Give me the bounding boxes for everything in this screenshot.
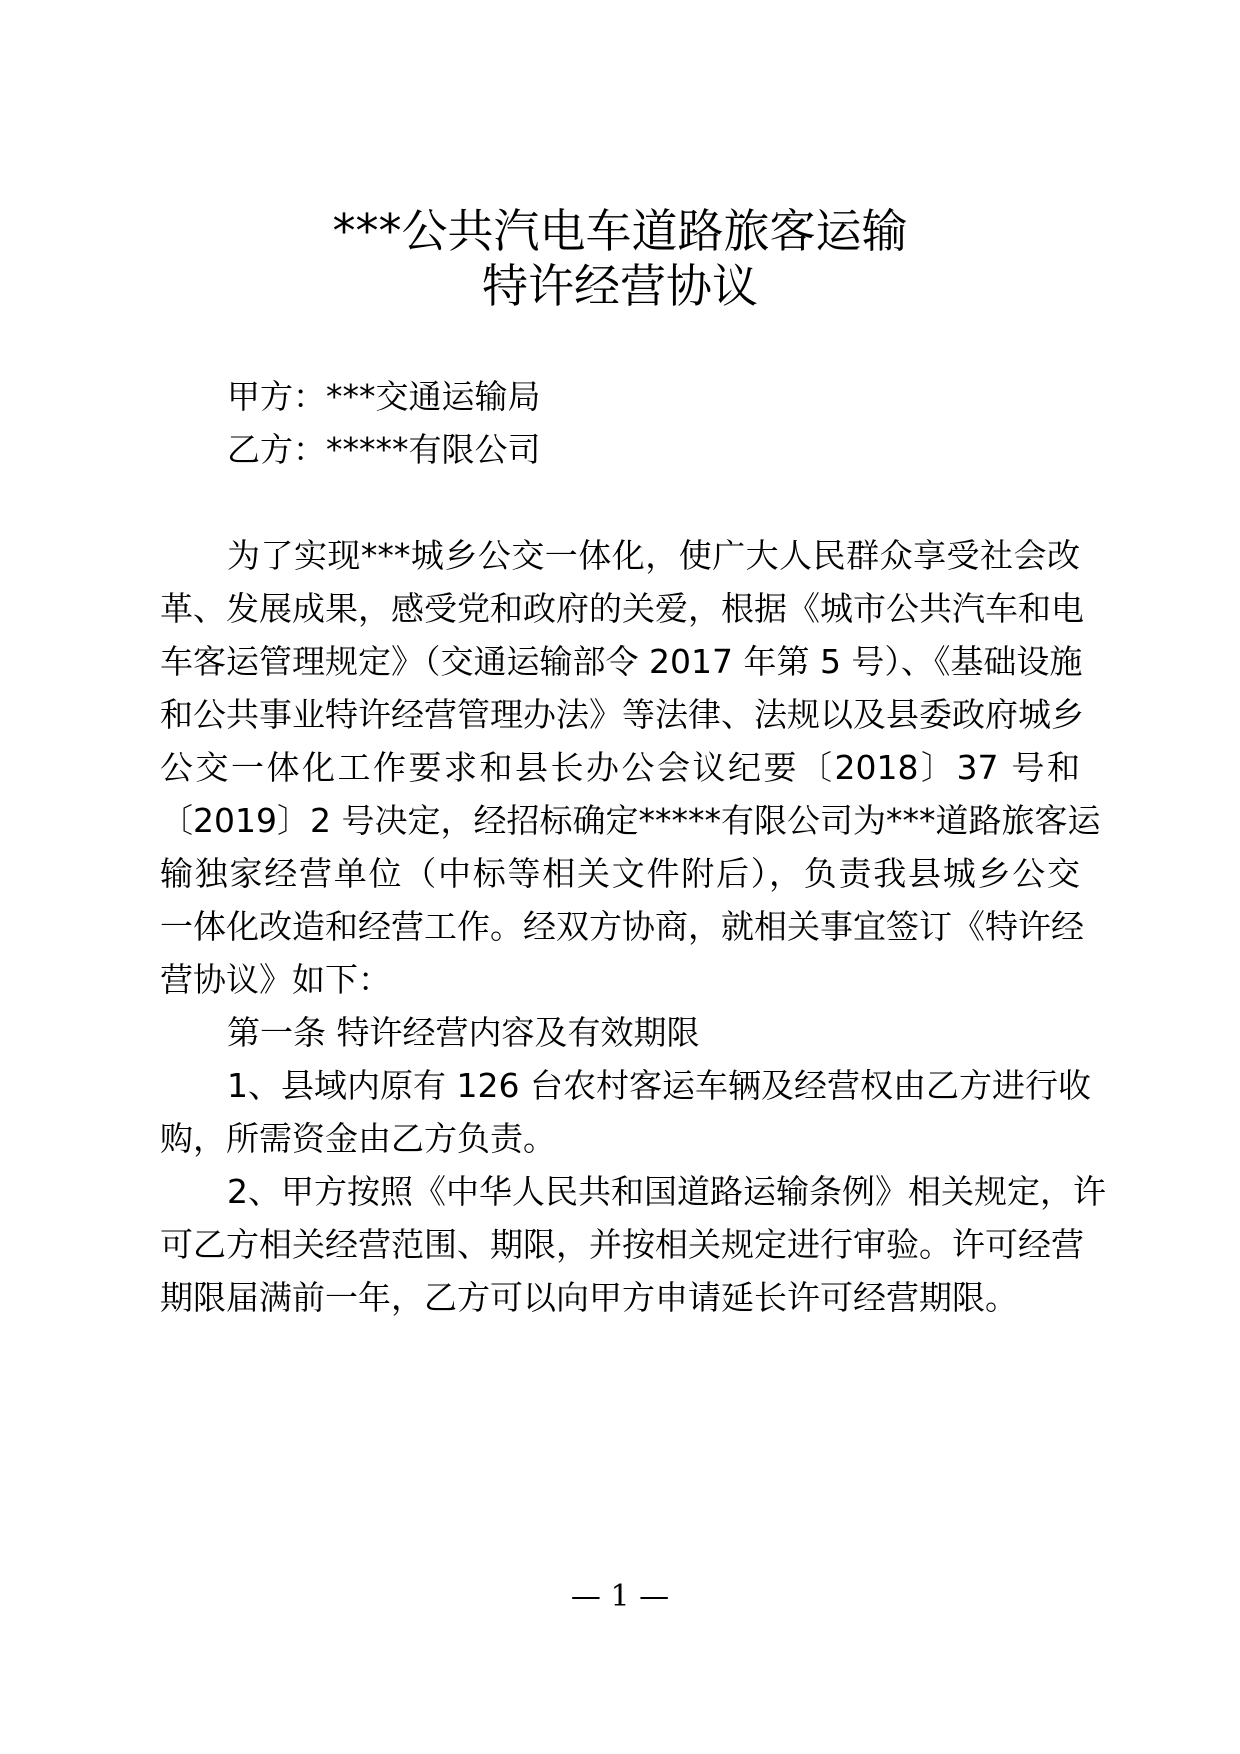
preamble-line: 营协议》如下： bbox=[160, 960, 391, 999]
clause-line: 2、甲方按照《中华人民共和国道路运输条例》相关规定，许 bbox=[227, 1172, 1106, 1211]
preamble-line: 和公共事业特许经营管理办法》等法律、法规以及县委政府城乡 bbox=[160, 695, 1084, 734]
preamble-line: 一体化改造和经营工作。经双方协商，就相关事宜签订《特许经 bbox=[160, 907, 1084, 946]
preamble-line: 公交一体化工作要求和县长办公会议纪要〔2018〕37 号和 bbox=[160, 748, 1080, 787]
clause-line: 期限届满前一年，乙方可以向甲方申请延长许可经营期限。 bbox=[160, 1278, 1018, 1317]
document-title-line-2: 特许经营协议 bbox=[482, 259, 758, 313]
document-title-line-1: ***公共汽电车道路旅客运输 bbox=[332, 204, 908, 258]
article-1-heading: 第一条 特许经营内容及有效期限 bbox=[227, 1013, 700, 1052]
preamble-line: 为了实现***城乡公交一体化，使广大人民群众享受社会改 bbox=[227, 536, 1080, 575]
party-a: 甲方：***交通运输局 bbox=[227, 377, 541, 416]
clause-line: 购，所需资金由乙方负责。 bbox=[160, 1119, 556, 1158]
party-b: 乙方：*****有限公司 bbox=[227, 430, 541, 469]
page-number: — 1 — bbox=[570, 1579, 670, 1614]
preamble-line: 〔2019〕2 号决定，经招标确定*****有限公司为***道路旅客运 bbox=[160, 801, 1101, 840]
preamble-line: 革、发展成果，感受党和政府的关爱，根据《城市公共汽车和电 bbox=[160, 589, 1084, 628]
clause-line: 可乙方相关经营范围、期限，并按相关规定进行审验。许可经营 bbox=[160, 1225, 1084, 1264]
clause-line: 1、县域内原有 126 台农村客运车辆及经营权由乙方进行收 bbox=[227, 1066, 1091, 1105]
preamble-line: 输独家经营单位（中标等相关文件附后），负责我县城乡公交 bbox=[160, 854, 1080, 893]
preamble-line: 车客运管理规定》（交通运输部令 2017 年第 5 号）、《基础设施 bbox=[160, 642, 1083, 681]
